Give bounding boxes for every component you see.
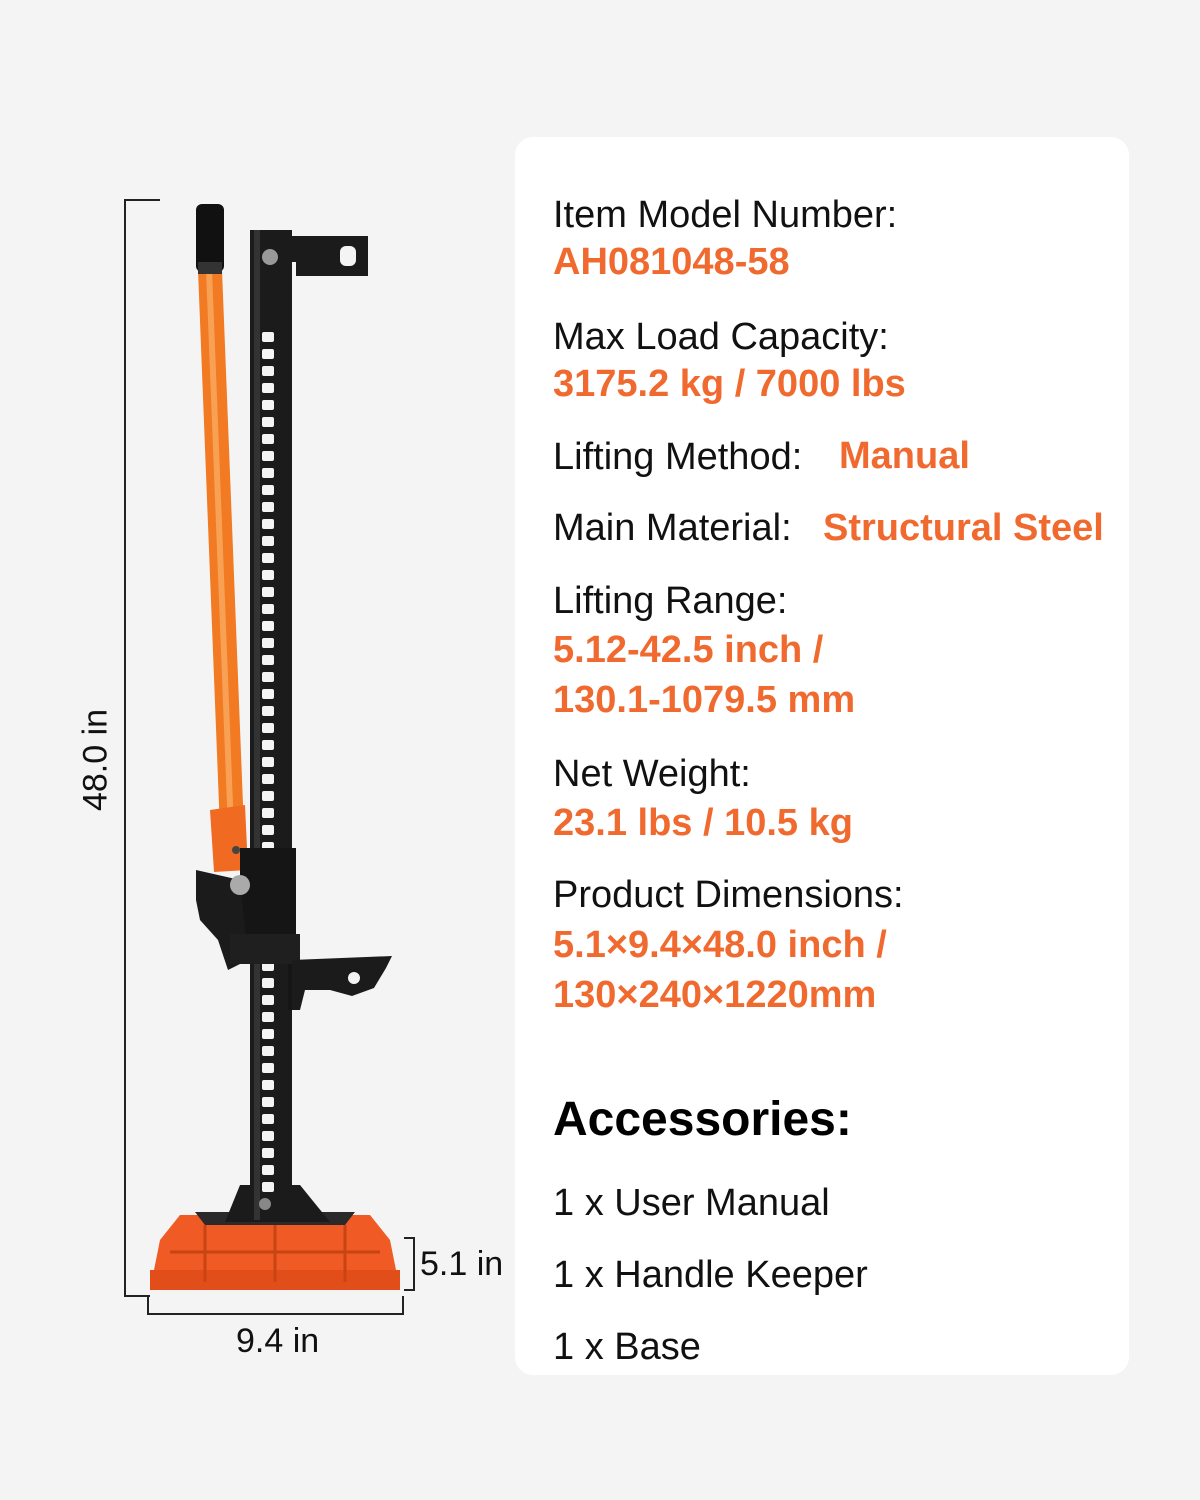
height-dimension-line xyxy=(125,200,160,1296)
model-number-value: AH081048-58 xyxy=(553,241,790,283)
width-dimension-label: 9.4 in xyxy=(236,1322,320,1360)
rail-hole xyxy=(262,978,274,988)
model-number-label: Item Model Number: xyxy=(553,194,898,236)
width-dimension-line xyxy=(148,1296,403,1314)
accessories-title: Accessories: xyxy=(553,1093,852,1146)
rail-hole xyxy=(262,774,274,784)
rail-hole xyxy=(262,1148,274,1158)
rail-hole xyxy=(262,757,274,767)
rail-hole xyxy=(262,1046,274,1056)
rail-hole xyxy=(262,451,274,461)
material-label: Main Material: xyxy=(553,507,792,549)
base-height-dimension-line xyxy=(404,1238,414,1290)
material-value: Structural Steel xyxy=(823,507,1104,549)
rail-hole xyxy=(262,434,274,444)
product-image-area xyxy=(0,0,520,1500)
rail-hole xyxy=(262,587,274,597)
jack-base-bolt xyxy=(259,1198,271,1210)
rail-hole xyxy=(262,383,274,393)
rail-hole xyxy=(262,468,274,478)
spec-card xyxy=(515,137,1129,1375)
rail-hole xyxy=(262,536,274,546)
rail-hole xyxy=(262,1165,274,1175)
dimensions-label: Product Dimensions: xyxy=(553,874,904,916)
rail-hole xyxy=(262,1097,274,1107)
jack-base xyxy=(150,1212,400,1290)
rail-hole xyxy=(262,1114,274,1124)
rail-hole xyxy=(262,995,274,1005)
capacity-value: 3175.2 kg / 7000 lbs xyxy=(553,363,906,405)
lifting-method-label: Lifting Method: xyxy=(553,436,803,478)
rail-hole xyxy=(262,638,274,648)
accessory-item-base: 1 x Base xyxy=(553,1326,701,1368)
rail-hole xyxy=(262,1131,274,1141)
dimensions-value-inch: 5.1×9.4×48.0 inch / xyxy=(553,924,887,966)
rail-hole xyxy=(262,1182,274,1192)
rail-hole xyxy=(262,570,274,580)
rail-hole xyxy=(262,519,274,529)
rail-hole xyxy=(262,1029,274,1039)
rail-hole xyxy=(262,604,274,614)
capacity-label: Max Load Capacity: xyxy=(553,316,889,358)
rail-hole xyxy=(262,366,274,376)
rail-hole xyxy=(262,417,274,427)
rail-hole xyxy=(262,349,274,359)
rail-hole xyxy=(262,400,274,410)
net-weight-label: Net Weight: xyxy=(553,753,751,795)
rail-hole xyxy=(262,825,274,835)
rail-hole xyxy=(262,655,274,665)
rail-hole xyxy=(262,1012,274,1022)
rail-hole xyxy=(262,791,274,801)
accessory-item-handle-keeper: 1 x Handle Keeper xyxy=(553,1254,868,1296)
net-weight-value: 23.1 lbs / 10.5 kg xyxy=(553,802,853,844)
lifting-method-value: Manual xyxy=(839,435,970,477)
rail-hole xyxy=(262,808,274,818)
dimensions-value-mm: 130×240×1220mm xyxy=(553,974,877,1016)
rail-hole xyxy=(262,553,274,563)
jack-handle xyxy=(196,204,244,830)
rail-hole xyxy=(262,706,274,716)
jack-lifting-nose xyxy=(292,956,392,1010)
rail-hole xyxy=(262,621,274,631)
accessory-item-user-manual: 1 x User Manual xyxy=(553,1182,830,1224)
base-height-dimension-label: 5.1 in xyxy=(420,1245,504,1283)
rail-hole xyxy=(262,502,274,512)
rail-hole xyxy=(262,689,274,699)
rail-hole xyxy=(262,672,274,682)
rail-hole xyxy=(262,1063,274,1073)
rail-hole xyxy=(262,740,274,750)
height-dimension-label: 48.0 in xyxy=(76,708,115,812)
rail-hole xyxy=(262,332,274,342)
lifting-range-value-inch: 5.12-42.5 inch / xyxy=(553,629,824,671)
rail-hole xyxy=(262,1080,274,1090)
rail-hole xyxy=(262,485,274,495)
rail-hole xyxy=(262,723,274,733)
lifting-range-value-mm: 130.1-1079.5 mm xyxy=(553,679,856,721)
lifting-range-label: Lifting Range: xyxy=(553,580,788,622)
